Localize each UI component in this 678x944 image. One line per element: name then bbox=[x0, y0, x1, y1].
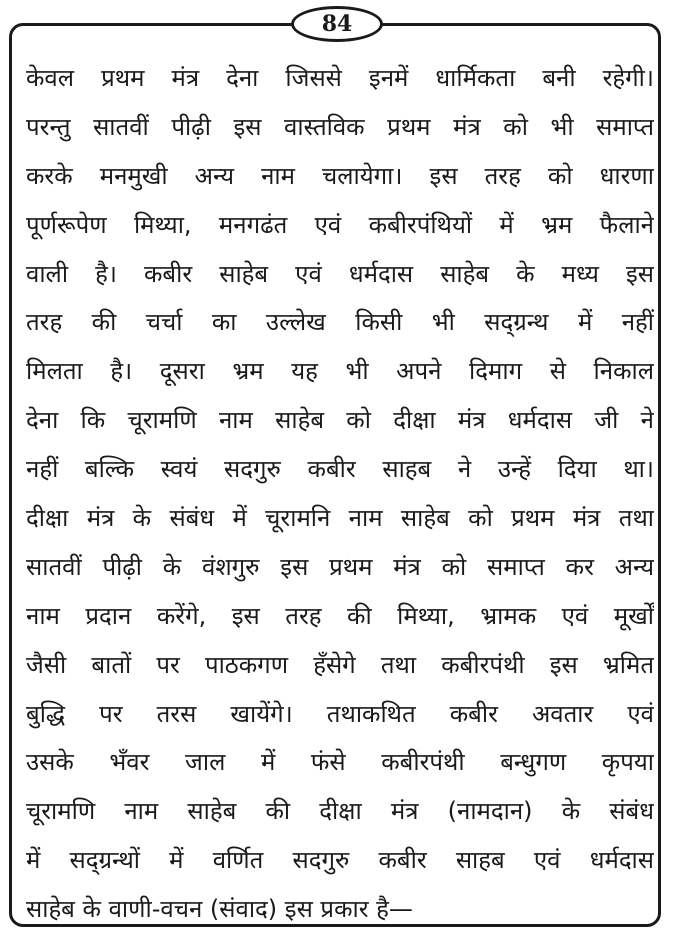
text-line: चूरामणि नाम साहेब की दीक्षा मंत्र (नामदान) के संबंध bbox=[26, 797, 654, 826]
text-line: दीक्षा मंत्र के संबंध में चूरामनि नाम साहेब को प्रथम मंत्र तथा bbox=[26, 504, 654, 533]
text-line: में सद्ग्रन्थों में वर्णित सदगुरु कबीर साहब एवं धर्मदास bbox=[26, 846, 654, 875]
text-line: मिलता है। दूसरा भ्रम यह भी अपने दिमाग से निकाल bbox=[26, 357, 654, 386]
text-line: नाम प्रदान करेंगे, इस तरह की मिथ्या, भ्रामक एवं मूर्खों bbox=[26, 601, 654, 630]
text-line: उसके भँवर जाल में फंसे कबीरपंथी बन्धुगण कृपया bbox=[26, 748, 654, 777]
text-line: जैसी बातों पर पाठकगण हँसेगे तथा कबीरपंथी इस भ्रमित bbox=[26, 650, 654, 679]
text-line: करके मनमुखी अन्य नाम चलायेगा। इस तरह को धारणा bbox=[26, 161, 654, 190]
text-line: सातवीं पीढ़ी के वंशगुरु इस प्रथम मंत्र को समाप्त कर अन्य bbox=[26, 552, 654, 581]
body-text bbox=[26, 54, 654, 934]
text-line: नहीं बल्कि स्वयं सदगुरु कबीर साहब ने उन्हें दिया था। bbox=[26, 455, 654, 484]
text-line-last: साहेब के वाणी-वचन (संवाद) इस प्रकार है— bbox=[26, 895, 413, 924]
text-line: पूर्णरूपेण मिथ्या, मनगढंत एवं कबीरपंथियों में भ्रम फैलाने bbox=[26, 210, 654, 239]
page-number: 84 bbox=[291, 6, 383, 42]
text-line: परन्तु सातवीं पीढ़ी इस वास्तविक प्रथम मंत्र को भी समाप्त bbox=[26, 112, 654, 141]
text-line: केवल प्रथम मंत्र देना जिससे इनमें धार्मिकता बनी रहेगी। bbox=[26, 64, 654, 92]
text-line: वाली है। कबीर साहेब एवं धर्मदास साहेब के मध्य इस bbox=[26, 259, 654, 288]
text-line: तरह की चर्चा का उल्लेख किसी भी सद्ग्रन्थ में नहीं bbox=[26, 308, 654, 337]
text-line: देना कि चूरामणि नाम साहेब को दीक्षा मंत्र धर्मदास जी ने bbox=[26, 406, 654, 435]
text-line: बुद्धि पर तरस खायेंगे। तथाकथित कबीर अवतार एवं bbox=[26, 699, 654, 728]
